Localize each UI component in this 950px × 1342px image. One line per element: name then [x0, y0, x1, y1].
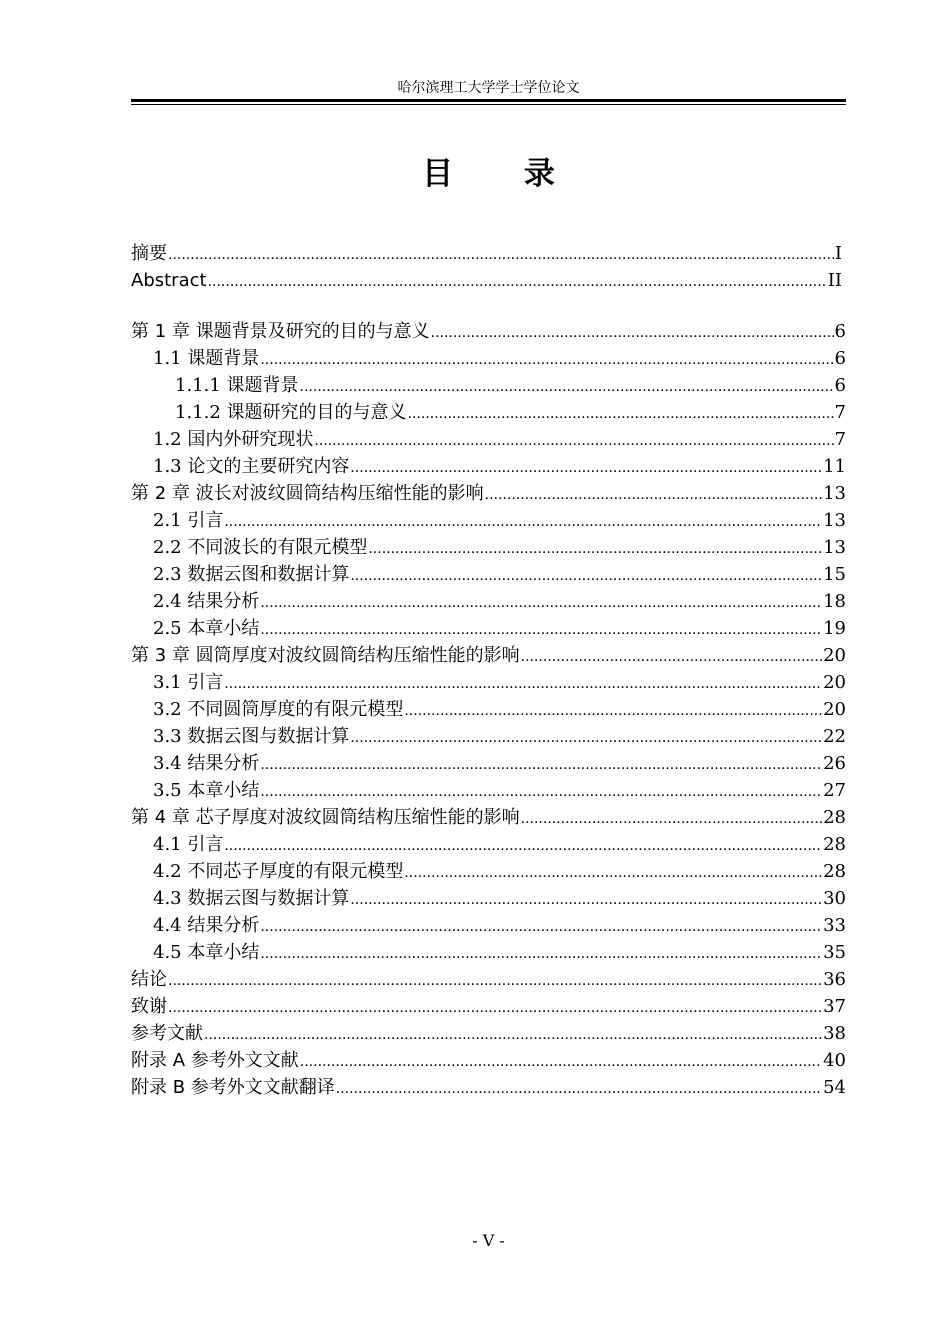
toc-entry-page: 13 — [823, 483, 846, 504]
toc-entry[interactable] — [131, 777, 846, 804]
toc-entry[interactable] — [131, 318, 846, 345]
toc-entry[interactable] — [131, 696, 846, 723]
toc-entry-page: 18 — [823, 591, 846, 612]
toc-entry-page: 20 — [823, 645, 846, 666]
toc-entry-label: 3.4 结果分析 — [153, 753, 260, 774]
toc-entry-page: 11 — [823, 456, 846, 477]
toc-entry[interactable] — [131, 615, 846, 642]
toc-entry-page: 13 — [823, 537, 846, 558]
toc-main-entries — [131, 318, 846, 1101]
toc-leader-dots — [350, 725, 822, 752]
toc-entry-label: 2.4 结果分析 — [153, 591, 260, 612]
toc-entry-page: 28 — [823, 861, 846, 882]
toc-entry[interactable] — [131, 939, 846, 966]
toc-leader-dots — [204, 1022, 822, 1049]
toc-entry-page: 22 — [823, 726, 846, 747]
toc-entry-label: 结论 — [131, 969, 167, 990]
toc-entry-page: II — [827, 270, 842, 291]
toc-leader-dots — [350, 455, 822, 482]
toc-entry-label: 4.4 结果分析 — [153, 915, 260, 936]
toc-leader-dots — [208, 269, 827, 296]
toc-leader-dots — [260, 914, 822, 941]
toc-entry-page: 35 — [823, 942, 846, 963]
running-header: 哈尔滨理工大学学士学位论文 — [397, 80, 580, 96]
toc-entry-label: 4.3 数据云图与数据计算 — [153, 888, 350, 909]
toc-entry-label: 2.5 本章小结 — [153, 618, 260, 639]
toc-entry-page: 27 — [823, 780, 846, 801]
toc-entry-page: 37 — [823, 996, 846, 1017]
page-title: 目 录 — [422, 156, 585, 192]
toc-entry[interactable] — [131, 372, 846, 399]
toc-entry[interactable] — [131, 267, 846, 294]
toc-leader-dots — [300, 374, 834, 401]
toc-entry-label: 1.2 国内外研究现状 — [153, 429, 314, 450]
toc-leader-dots — [404, 698, 822, 725]
toc-leader-dots — [224, 833, 822, 860]
toc-entry-page: 33 — [823, 915, 846, 936]
toc-entry-page: 20 — [823, 699, 846, 720]
toc-entry-page: 6 — [834, 348, 846, 369]
toc-entry[interactable] — [131, 804, 846, 831]
toc-entry-page: 7 — [834, 429, 846, 450]
toc-entry-page: 26 — [823, 753, 846, 774]
toc-leader-dots — [350, 887, 822, 914]
toc-entry-label: 附录 B 参考外文文献翻译 — [131, 1077, 335, 1098]
toc-entry[interactable] — [131, 240, 846, 267]
toc-entry-page: 54 — [823, 1077, 846, 1098]
toc-entry-label: 3.3 数据云图与数据计算 — [153, 726, 350, 747]
toc-entry-label: 4.5 本章小结 — [153, 942, 260, 963]
toc-entry[interactable] — [131, 1047, 846, 1074]
toc-entry[interactable] — [131, 912, 846, 939]
toc-entry[interactable] — [131, 534, 846, 561]
toc-leader-dots — [521, 806, 822, 833]
toc-leader-dots — [314, 428, 833, 455]
toc-entry-page: 6 — [834, 375, 846, 396]
toc-entry-label: 致谢 — [131, 996, 167, 1017]
toc-leader-dots — [300, 1049, 822, 1076]
toc-entry-label: 摘要 — [131, 243, 167, 264]
toc-entry[interactable] — [131, 588, 846, 615]
toc-leader-dots — [431, 320, 834, 347]
toc-leader-dots — [260, 347, 833, 374]
toc-entry[interactable] — [131, 426, 846, 453]
toc-entry[interactable] — [131, 399, 846, 426]
toc-leader-dots — [336, 1076, 822, 1103]
toc-entry-page: 30 — [823, 888, 846, 909]
toc-leader-dots — [408, 401, 834, 428]
toc-entry[interactable] — [131, 642, 846, 669]
toc-entry-label: 1.3 论文的主要研究内容 — [153, 456, 350, 477]
toc-entry-label: 3.5 本章小结 — [153, 780, 260, 801]
page-number: - V - — [472, 1231, 505, 1250]
toc-front-matter — [131, 240, 846, 294]
toc-entry-page: 40 — [823, 1050, 846, 1071]
toc-leader-dots — [168, 995, 822, 1022]
toc-entry[interactable] — [131, 345, 846, 372]
toc-entry-label: 2.2 不同波长的有限元模型 — [153, 537, 368, 558]
toc-entry[interactable] — [131, 480, 846, 507]
toc-entry[interactable] — [131, 831, 846, 858]
toc-leader-dots — [404, 860, 822, 887]
table-of-contents — [131, 240, 846, 1101]
toc-leader-dots — [224, 671, 822, 698]
toc-entry[interactable] — [131, 993, 846, 1020]
toc-entry[interactable] — [131, 453, 846, 480]
toc-entry-label: Abstract — [131, 270, 207, 291]
toc-entry-label: 附录 A 参考外文文献 — [131, 1050, 299, 1071]
toc-leader-dots — [168, 968, 822, 995]
toc-leader-dots — [260, 941, 822, 968]
toc-entry[interactable] — [131, 750, 846, 777]
toc-entry[interactable] — [131, 1074, 846, 1101]
toc-leader-dots — [521, 644, 822, 671]
toc-entry[interactable] — [131, 507, 846, 534]
toc-entry[interactable] — [131, 723, 846, 750]
toc-entry-page: 38 — [823, 1023, 846, 1044]
toc-entry[interactable] — [131, 858, 846, 885]
toc-entry[interactable] — [131, 1020, 846, 1047]
toc-entry-page: 7 — [834, 402, 846, 423]
toc-entry-page: I — [834, 243, 842, 264]
toc-leader-dots — [260, 779, 822, 806]
toc-leader-dots — [368, 536, 822, 563]
toc-entry-label: 第 4 章 芯子厚度对波纹圆筒结构压缩性能的影响 — [131, 807, 520, 828]
toc-entry-label: 3.1 引言 — [153, 672, 224, 693]
toc-entry-page: 28 — [823, 807, 846, 828]
toc-entry[interactable] — [131, 966, 846, 993]
toc-leader-dots — [224, 509, 822, 536]
toc-entry-label: 4.1 引言 — [153, 834, 224, 855]
toc-entry-label: 2.1 引言 — [153, 510, 224, 531]
toc-entry-label: 第 1 章 课题背景及研究的目的与意义 — [131, 321, 430, 342]
toc-leader-dots — [260, 752, 822, 779]
toc-entry-page: 28 — [823, 834, 846, 855]
toc-entry-label: 第 2 章 波长对波纹圆筒结构压缩性能的影响 — [131, 483, 484, 504]
toc-entry-label: 第 3 章 圆筒厚度对波纹圆筒结构压缩性能的影响 — [131, 645, 520, 666]
toc-entry-page: 6 — [834, 321, 846, 342]
toc-entry-label: 4.2 不同芯子厚度的有限元模型 — [153, 861, 404, 882]
toc-entry-label: 1.1.2 课题研究的目的与意义 — [175, 402, 407, 423]
toc-entry-page: 20 — [823, 672, 846, 693]
toc-entry-page: 13 — [823, 510, 846, 531]
toc-entry-label: 1.1.1 课题背景 — [175, 375, 299, 396]
toc-entry-label: 2.3 数据云图和数据计算 — [153, 564, 350, 585]
toc-entry-label: 3.2 不同圆筒厚度的有限元模型 — [153, 699, 404, 720]
toc-leader-dots — [168, 242, 834, 269]
toc-entry-page: 15 — [823, 564, 846, 585]
toc-entry-page: 36 — [823, 969, 846, 990]
toc-entry[interactable] — [131, 885, 846, 912]
toc-leader-dots — [260, 617, 822, 644]
toc-leader-dots — [350, 563, 822, 590]
toc-gap — [131, 294, 846, 318]
toc-entry-label: 1.1 课题背景 — [153, 348, 260, 369]
toc-entry[interactable] — [131, 669, 846, 696]
toc-entry[interactable] — [131, 561, 846, 588]
toc-leader-dots — [485, 482, 822, 509]
toc-entry-label: 参考文献 — [131, 1023, 203, 1044]
header-rule-thin — [131, 104, 846, 105]
toc-entry-page: 19 — [823, 618, 846, 639]
toc-leader-dots — [260, 590, 822, 617]
header-rule-thick — [131, 99, 846, 102]
